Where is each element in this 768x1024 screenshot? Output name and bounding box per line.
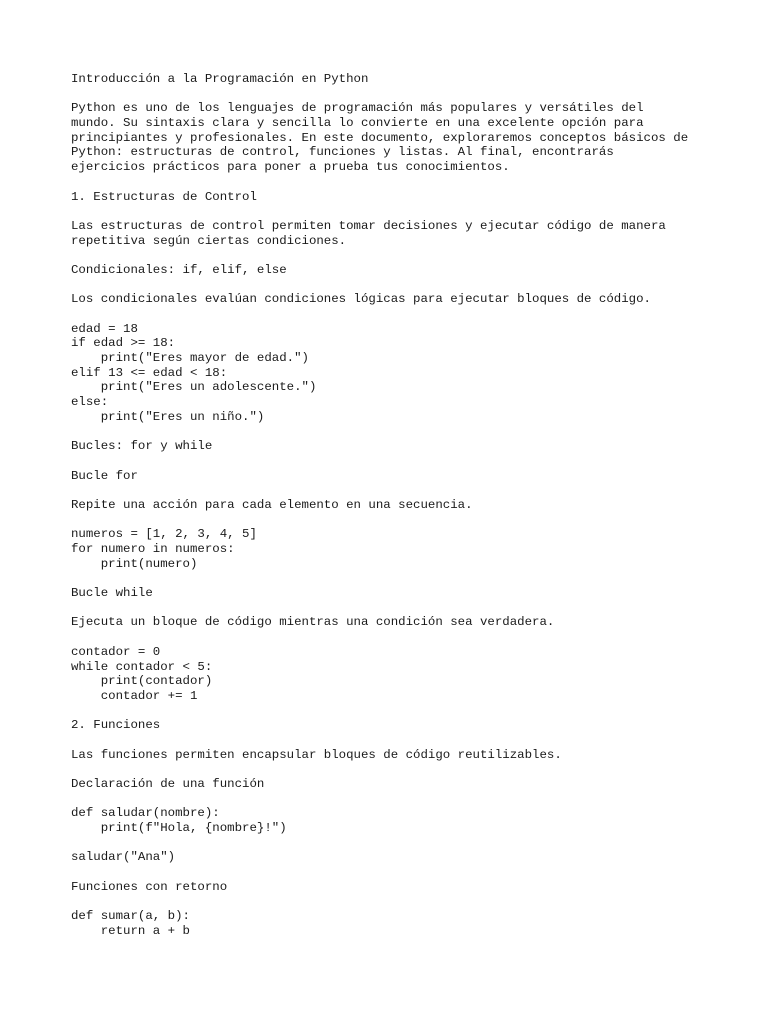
blank-line — [71, 204, 731, 219]
code-line: def saludar(nombre): — [71, 806, 220, 821]
intro-paragraph-line: Python: estructuras de control, funciones y listas. Al final, encontrarás — [71, 145, 614, 160]
code-line: contador = 0 — [71, 644, 161, 659]
blank-line — [71, 792, 731, 807]
blank-line — [71, 175, 731, 190]
code-line: numeros = [1, 2, 3, 4, 5] — [71, 527, 257, 542]
code-line: return a + b — [71, 923, 190, 938]
document-page — [71, 72, 731, 939]
blank-line — [71, 87, 731, 102]
blank-line — [71, 762, 731, 777]
paragraph-line: Repite una acción para cada elemento en una secuencia. — [71, 497, 473, 512]
intro-paragraph-line: Python es uno de los lenguajes de programación más populares y versátiles del — [71, 101, 644, 116]
code-line: saludar("Ana") — [71, 850, 176, 865]
code-line: if edad >= 18: — [71, 336, 176, 351]
blank-line — [71, 836, 731, 851]
blank-line — [71, 278, 731, 293]
intro-paragraph-line: ejercicios prácticos para poner a prueba tus conocimientos. — [71, 160, 510, 175]
section-heading: 1. Estructuras de Control — [71, 189, 257, 204]
code-line: print("Eres un adolescente.") — [71, 380, 317, 395]
blank-line — [71, 704, 731, 719]
code-line: else: — [71, 395, 109, 410]
subsection-heading: Bucle while — [71, 586, 153, 601]
blank-line — [71, 248, 731, 263]
subsection-heading: Bucles: for y while — [71, 439, 213, 454]
subsection-heading: Declaración de una función — [71, 777, 265, 791]
code-line: edad = 18 — [71, 321, 138, 336]
blank-line — [71, 454, 731, 469]
intro-paragraph-line: mundo. Su sintaxis clara y sencilla lo convierte en una excelente opción para — [71, 116, 644, 131]
code-line: print("Eres un niño.") — [71, 409, 265, 424]
blank-line — [71, 483, 731, 498]
paragraph-line: Las funciones permiten encapsular bloques de código reutilizables. — [71, 747, 562, 762]
blank-line — [71, 865, 731, 880]
blank-line — [71, 513, 731, 528]
blank-line — [71, 733, 731, 748]
blank-line — [71, 630, 731, 645]
paragraph-line: Las estructuras de control permiten tomar decisiones y ejecutar código de manera — [71, 218, 666, 233]
code-line: def sumar(a, b): — [71, 909, 190, 924]
paragraph-line: repetitiva según ciertas condiciones. — [71, 233, 347, 248]
section-heading: 2. Funciones — [71, 718, 161, 733]
blank-line — [71, 307, 731, 322]
blank-line — [71, 895, 731, 910]
code-line: contador += 1 — [71, 688, 198, 703]
subsection-heading: Funciones con retorno — [71, 879, 228, 894]
code-line: print("Eres mayor de edad.") — [71, 351, 309, 366]
paragraph-line: Los condicionales evalúan condiciones lógicas para ejecutar bloques de código. — [71, 292, 651, 307]
blank-line — [71, 571, 731, 586]
code-line: print(numero) — [71, 556, 198, 571]
blank-line — [71, 425, 731, 440]
paragraph-line: Ejecuta un bloque de código mientras una condición sea verdadera. — [71, 615, 555, 630]
subsection-heading: Bucle for — [71, 468, 138, 483]
code-line: elif 13 <= edad < 18: — [71, 365, 228, 380]
code-line: while contador < 5: — [71, 659, 213, 674]
subsection-heading: Condicionales: if, elif, else — [71, 262, 287, 277]
code-line: print(contador) — [71, 674, 213, 689]
blank-line — [71, 601, 731, 616]
code-line: print(f"Hola, {nombre}!") — [71, 821, 287, 836]
document-title: Introducción a la Programación en Python — [71, 72, 369, 86]
code-line: for numero in numeros: — [71, 542, 235, 556]
intro-paragraph-line: principiantes y profesionales. En este documento, exploraremos conceptos básicos de — [71, 130, 689, 145]
